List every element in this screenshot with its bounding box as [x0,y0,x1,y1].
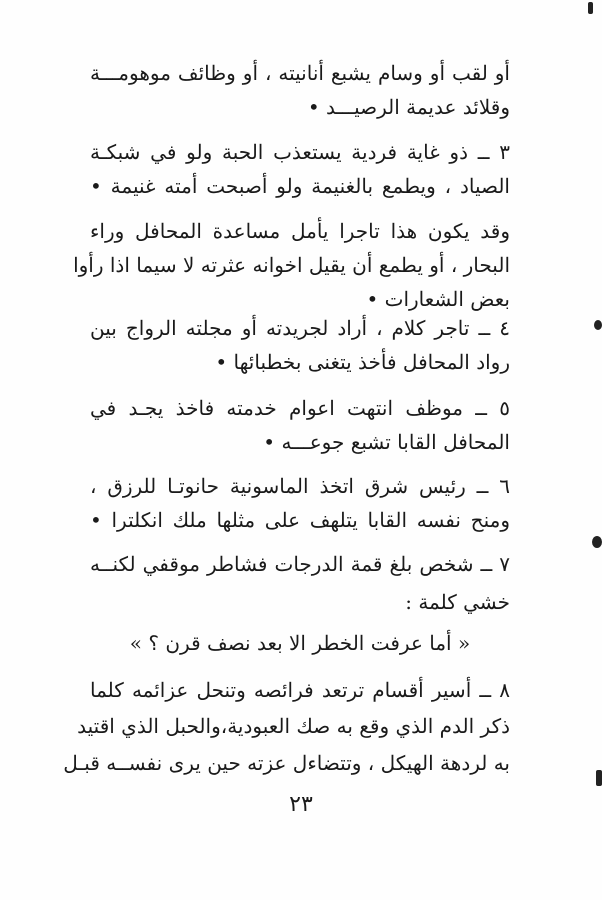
text-line: ٦ ــ رئيس شرق اتخذ الماسونية حانوتـا للرزق ، [90,474,510,498]
margin-mark [592,536,602,548]
quote-line: « أما عرفت الخطر الا بعد نصف قرن ؟ » [129,631,471,655]
text-line: المحافل القابا تشبع جوعـــه • [263,430,510,454]
text-line: ٧ ــ شخص بلغ قمة الدرجات فشاطر موقفي لكنــه [90,552,510,576]
text-line: ٥ ــ موظف انتهت اعوام خدمته فاخذ يجـد في [90,396,510,420]
text-line: ٤ ــ تاجر كلام ، أراد لجريدته أو مجلته الرواج بين [90,316,510,340]
text-line: البحار ، أو يطمع أن يقيل اخوانه عثرته لا سيما اذا رأوا [73,253,510,277]
text-line: ذكر الدم الذي وقع به صك العبودية،والحبل الذي اقتيد [77,714,510,738]
text-line: أو لقب أو وسام يشبع أنانيته ، أو وظائف موهومـــة [90,61,510,85]
margin-mark [596,770,602,786]
text-line: ٣ ــ ذو غاية فردية يستعذب الحبة ولو في شبكـة [90,140,510,164]
text-line: ٨ ــ أسير أقسام ترتعد فرائصه وتنحل عزائمه كلما [90,678,510,702]
text-line: رواد المحافل فأخذ يتغنى بخطبائها • [215,350,510,374]
text-line: الصياد ، ويطمع بالغنيمة ولو أصبحت أمته غنيمة • [90,174,510,198]
margin-mark [594,320,602,330]
text-line: خشي كلمة : [405,590,510,614]
page-number: ٢٣ [289,792,313,817]
text-line: وقد يكون هذا تاجرا يأمل مساعدة المحافل وراء [90,219,510,243]
text-line: وقلائد عديمة الرصيـــد • [307,95,510,119]
margin-mark [588,2,593,14]
text-line: به لردهة الهيكل ، وتتضاءل عزته حين يرى نفســه قبـل [63,751,510,775]
text-line: ومنح نفسه القابا يتلهف على مثلها ملك انكلترا • [90,508,510,532]
text-line: بعض الشعارات • [366,287,510,311]
